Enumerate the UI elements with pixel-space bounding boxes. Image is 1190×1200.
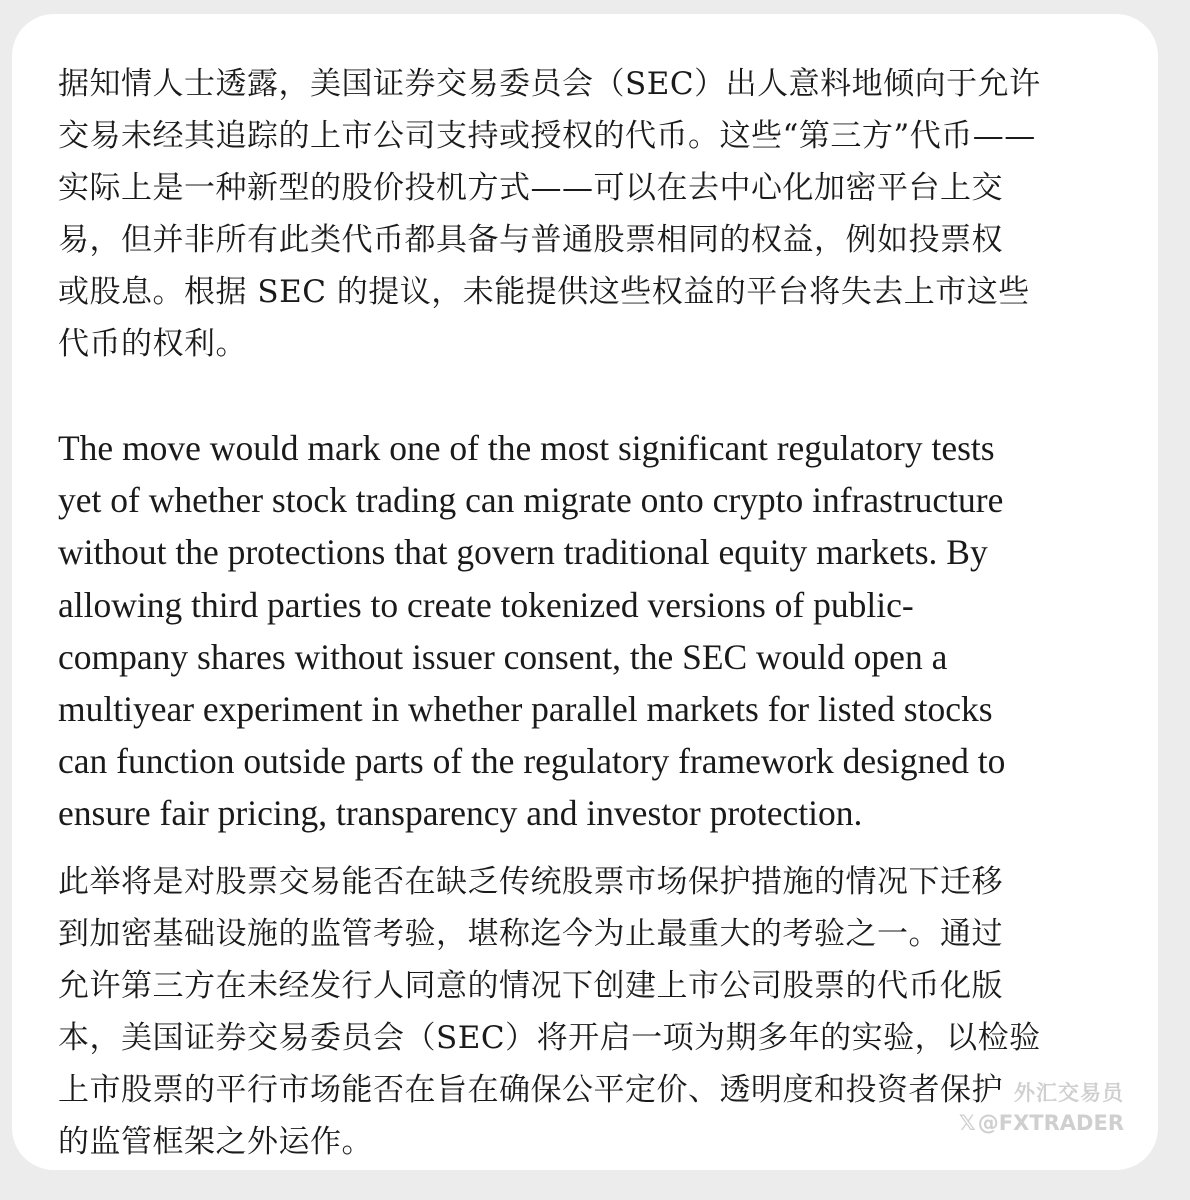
paragraph-gap: [58, 370, 1112, 422]
x-logo-icon: 𝕏: [958, 1111, 976, 1135]
paragraph-chinese-translation: 此举将是对股票交易能否在缺乏传统股票市场保护措施的情况下迁移 到加密基础设施的监管考验，堪称迄今为止最重大的考验之一。通过 允许第三方在未经发行人同意的情况下创建上市公司股票的代币化版 本，美国证券交易委员会（SEC）将开启一项为期多年的实验，以检验 上市股票的平行市场能否在旨在确保公平定价、透明度和投资者保护 的监管框架之外运作。: [58, 863, 1041, 1160]
paragraph-english: The move would mark one of the most significant regulatory tests yet of whether stock trading can migrate onto crypto infrastructure without the protections that govern traditional equity markets. By allowing third parties to create tokenized versions of public- company shares without issuer consent, the SEC would open a multiyear experiment in whether parallel markets for listed stocks can function outside parts of the regulatory framework designed to ensure fair pricing, transparency and investor protection.: [58, 428, 1006, 834]
watermark: [959, 1078, 1124, 1138]
paragraph-chinese-intro: 据知情人士透露，美国证券交易委员会（SEC）出人意料地倾向于允许 交易未经其追踪的上市公司支持或授权的代币。这些“第三方”代币—— 实际上是一种新型的股价投机方式——可以在去中心化加密平台上交 易，但并非所有此类代币都具备与普通股票相同的权益，例如投票权 或股息。根据 SEC 的提议，未能提供这些权益的平台将失去上市这些 代币的权利。: [58, 66, 1041, 362]
paragraph-gap: [58, 840, 1112, 856]
watermark-handle: @FXTRADER: [977, 1111, 1124, 1135]
watermark-handle-row: [959, 1108, 1124, 1138]
watermark-name: 外汇交易员: [1014, 1081, 1124, 1105]
article-card: [12, 14, 1158, 1170]
